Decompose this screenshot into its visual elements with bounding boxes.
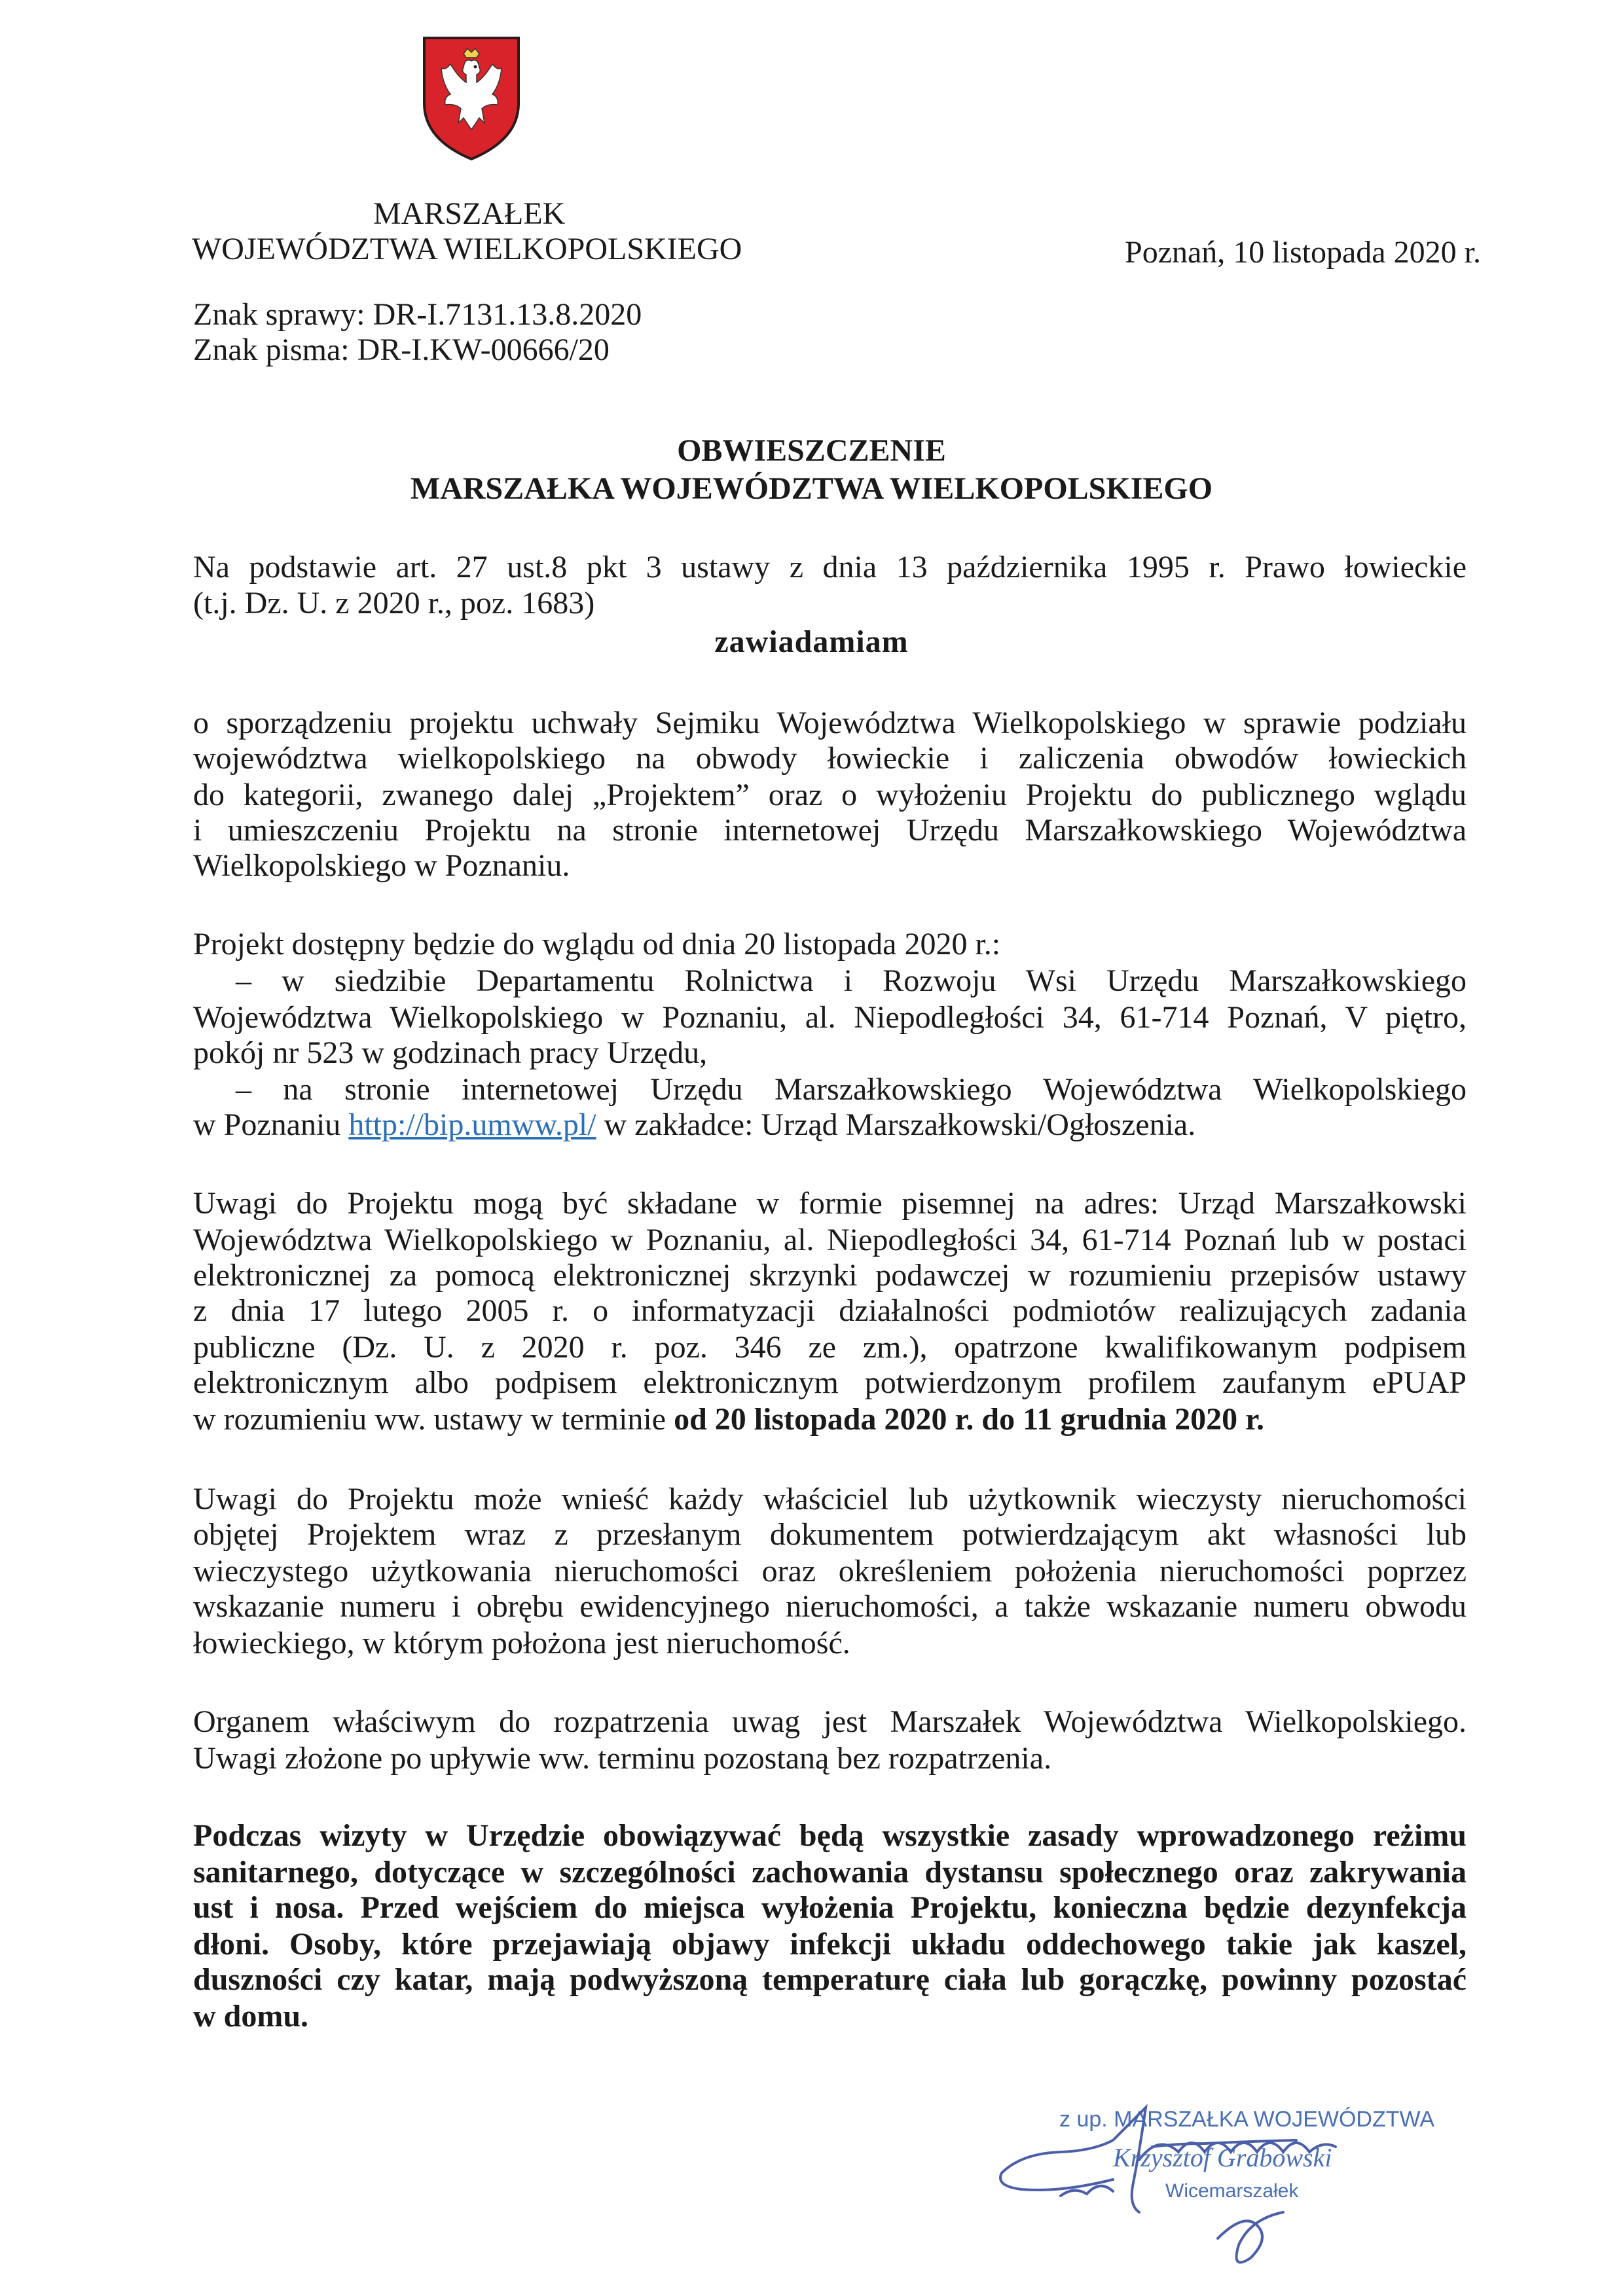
- text-line: Uwagi złożone po upływie ww. terminu pozostaną bez rozpatrzenia.: [193, 1741, 1052, 1776]
- document-title: OBWIESZCZENIE: [677, 433, 946, 468]
- text-line: z dnia 17 lutego 2005 r. o informatyzacji działalności podmiotów realizujących zadania: [193, 1293, 1467, 1328]
- text-line: [193, 1401, 1264, 1439]
- eagle-coat-of-arms-icon: [419, 31, 524, 162]
- text-line: dłoni. Osoby, które przejawiają objawy infekcji układu oddechowego takie jak kaszel,: [193, 1927, 1467, 1962]
- case-reference: Znak sprawy: DR-I.7131.13.8.2020: [193, 297, 642, 332]
- text-line: Uwagi do Projektu mogą być składane w formie pisemnej na adres: Urząd Marszałkowski: [193, 1186, 1467, 1221]
- text-line: Organem właściwym do rozpatrzenia uwag jest Marszałek Województwa Wielkopolskiego.: [193, 1704, 1467, 1739]
- text-line: do kategorii, zwanego dalej „Projektem” oraz o wyłożeniu Projektu do publicznego wglądu: [193, 778, 1467, 812]
- text-line: i umieszczeniu Projektu na stronie internetowej Urzędu Marszałkowskiego Województwa: [193, 813, 1467, 848]
- text-line: sanitarnego, dotyczące w szczególności zachowania dystansu społecznego oraz zakrywania: [193, 1855, 1467, 1890]
- text-line: ust i nosa. Przed wejściem do miejsca wyłożenia Projektu, konieczna będzie dezynfekcja: [193, 1890, 1467, 1925]
- coat-of-arms: [419, 31, 524, 162]
- text-line: łowieckiego, w którym położona jest nieruchomość.: [193, 1626, 850, 1660]
- text-line: wskazanie numeru i obrębu ewidencyjnego nieruchomości, a także wskazanie numeru obwodu: [193, 1589, 1467, 1624]
- text-line: o sporządzeniu projektu uchwały Sejmiku Województwa Wielkopolskiego w sprawie podziału: [193, 706, 1467, 740]
- letter-reference: Znak pisma: DR-I.KW-00666/20: [193, 332, 610, 367]
- legal-basis-line: Na podstawie art. 27 ust.8 pkt 3 ustawy z dnia 13 października 1995 r. Prawo łowieckie: [193, 550, 1467, 584]
- text-fragment: w Poznaniu: [193, 1107, 349, 1142]
- text-line: Wielkopolskiego w Poznaniu.: [193, 848, 570, 883]
- text-line: publiczne (Dz. U. z 2020 r. poz. 346 ze zm.), opatrzone kwalifikowanym podpisem: [193, 1330, 1467, 1365]
- text-line: wieczystego użytkowania nieruchomości oraz określeniem położenia nieruchomości poprzez: [193, 1554, 1467, 1588]
- text-line: duszności czy katar, mają podwyższoną temperaturę ciała lub gorączkę, powinny pozostać: [193, 1962, 1467, 1997]
- document-subtitle: MARSZAŁKA WOJEWÓDZTWA WIELKOPOLSKIEGO: [410, 471, 1213, 506]
- deadline-text: od 20 listopada 2020 r. do 11 grudnia 2020 r.: [674, 1402, 1265, 1437]
- text-line: Uwagi do Projektu może wnieść każdy właściciel lub użytkownik wieczysty nieruchomości: [193, 1482, 1467, 1516]
- bip-link[interactable]: http://bip.umww.pl/: [348, 1107, 596, 1142]
- text-line: pokój nr 523 w godzinach pracy Urzędu,: [193, 1035, 708, 1070]
- text-line: województwa wielkopolskiego na obwody łowieckie i zaliczenia obwodów łowieckich: [193, 741, 1467, 776]
- text-line: objętej Projektem wraz z przesłanym dokumentem potwierdzającym akt własności lub: [193, 1517, 1467, 1552]
- office-title-line1: MARSZAŁEK: [373, 196, 566, 231]
- office-title-line2: WOJEWÓDZTWA WIELKOPOLSKIEGO: [192, 232, 742, 266]
- text-line: w domu.: [193, 1999, 309, 2034]
- legal-basis-line: (t.j. Dz. U. z 2020 r., poz. 1683): [193, 586, 595, 620]
- handwritten-signature-icon: [982, 2081, 1349, 2278]
- stamp-authority-line: z up. MARSZAŁKA WOJEWÓDZTWA: [1059, 2107, 1435, 2132]
- text-line: elektronicznym albo podpisem elektronicznym potwierdzonym profilem zaufanym ePUAP: [193, 1365, 1467, 1400]
- list-item: – w siedzibie Departamentu Rolnictwa i Rozwoju Wsi Urzędu Marszałkowskiego: [236, 963, 1467, 998]
- stamp-role: Wicemarszałek: [1165, 2180, 1299, 2202]
- list-item: – na stronie internetowej Urzędu Marszałkowskiego Województwa Wielkopolskiego: [236, 1072, 1467, 1107]
- text-line: Województwa Wielkopolskiego w Poznaniu, al. Niepodległości 34, 61-714 Poznań lub w postaci: [193, 1223, 1467, 1257]
- text-line: Podczas wizyty w Urzędzie obowiązywać będą wszystkie zasady wprowadzonego reżimu: [193, 1818, 1467, 1853]
- text-line: elektronicznej za pomocą elektronicznej skrzynki podawczej w rozumieniu przepisów ustawy: [193, 1258, 1467, 1293]
- text-fragment: w zakładce: Urząd Marszałkowski/Ogłoszenia.: [596, 1107, 1196, 1142]
- place-date: Poznań, 10 listopada 2020 r.: [1125, 235, 1481, 270]
- text-line: Województwa Wielkopolskiego w Poznaniu, al. Niepodległości 34, 61-714 Poznań, V piętro,: [193, 1000, 1467, 1035]
- notice-verb: zawiadamiam: [714, 624, 909, 659]
- text-fragment: w rozumieniu ww. ustawy w terminie: [193, 1402, 674, 1437]
- text-line: [193, 1106, 1195, 1144]
- stamp-name: Krzysztof Grabowski: [1113, 2143, 1332, 2172]
- text-line: Projekt dostępny będzie do wglądu od dnia 20 listopada 2020 r.:: [193, 927, 1001, 961]
